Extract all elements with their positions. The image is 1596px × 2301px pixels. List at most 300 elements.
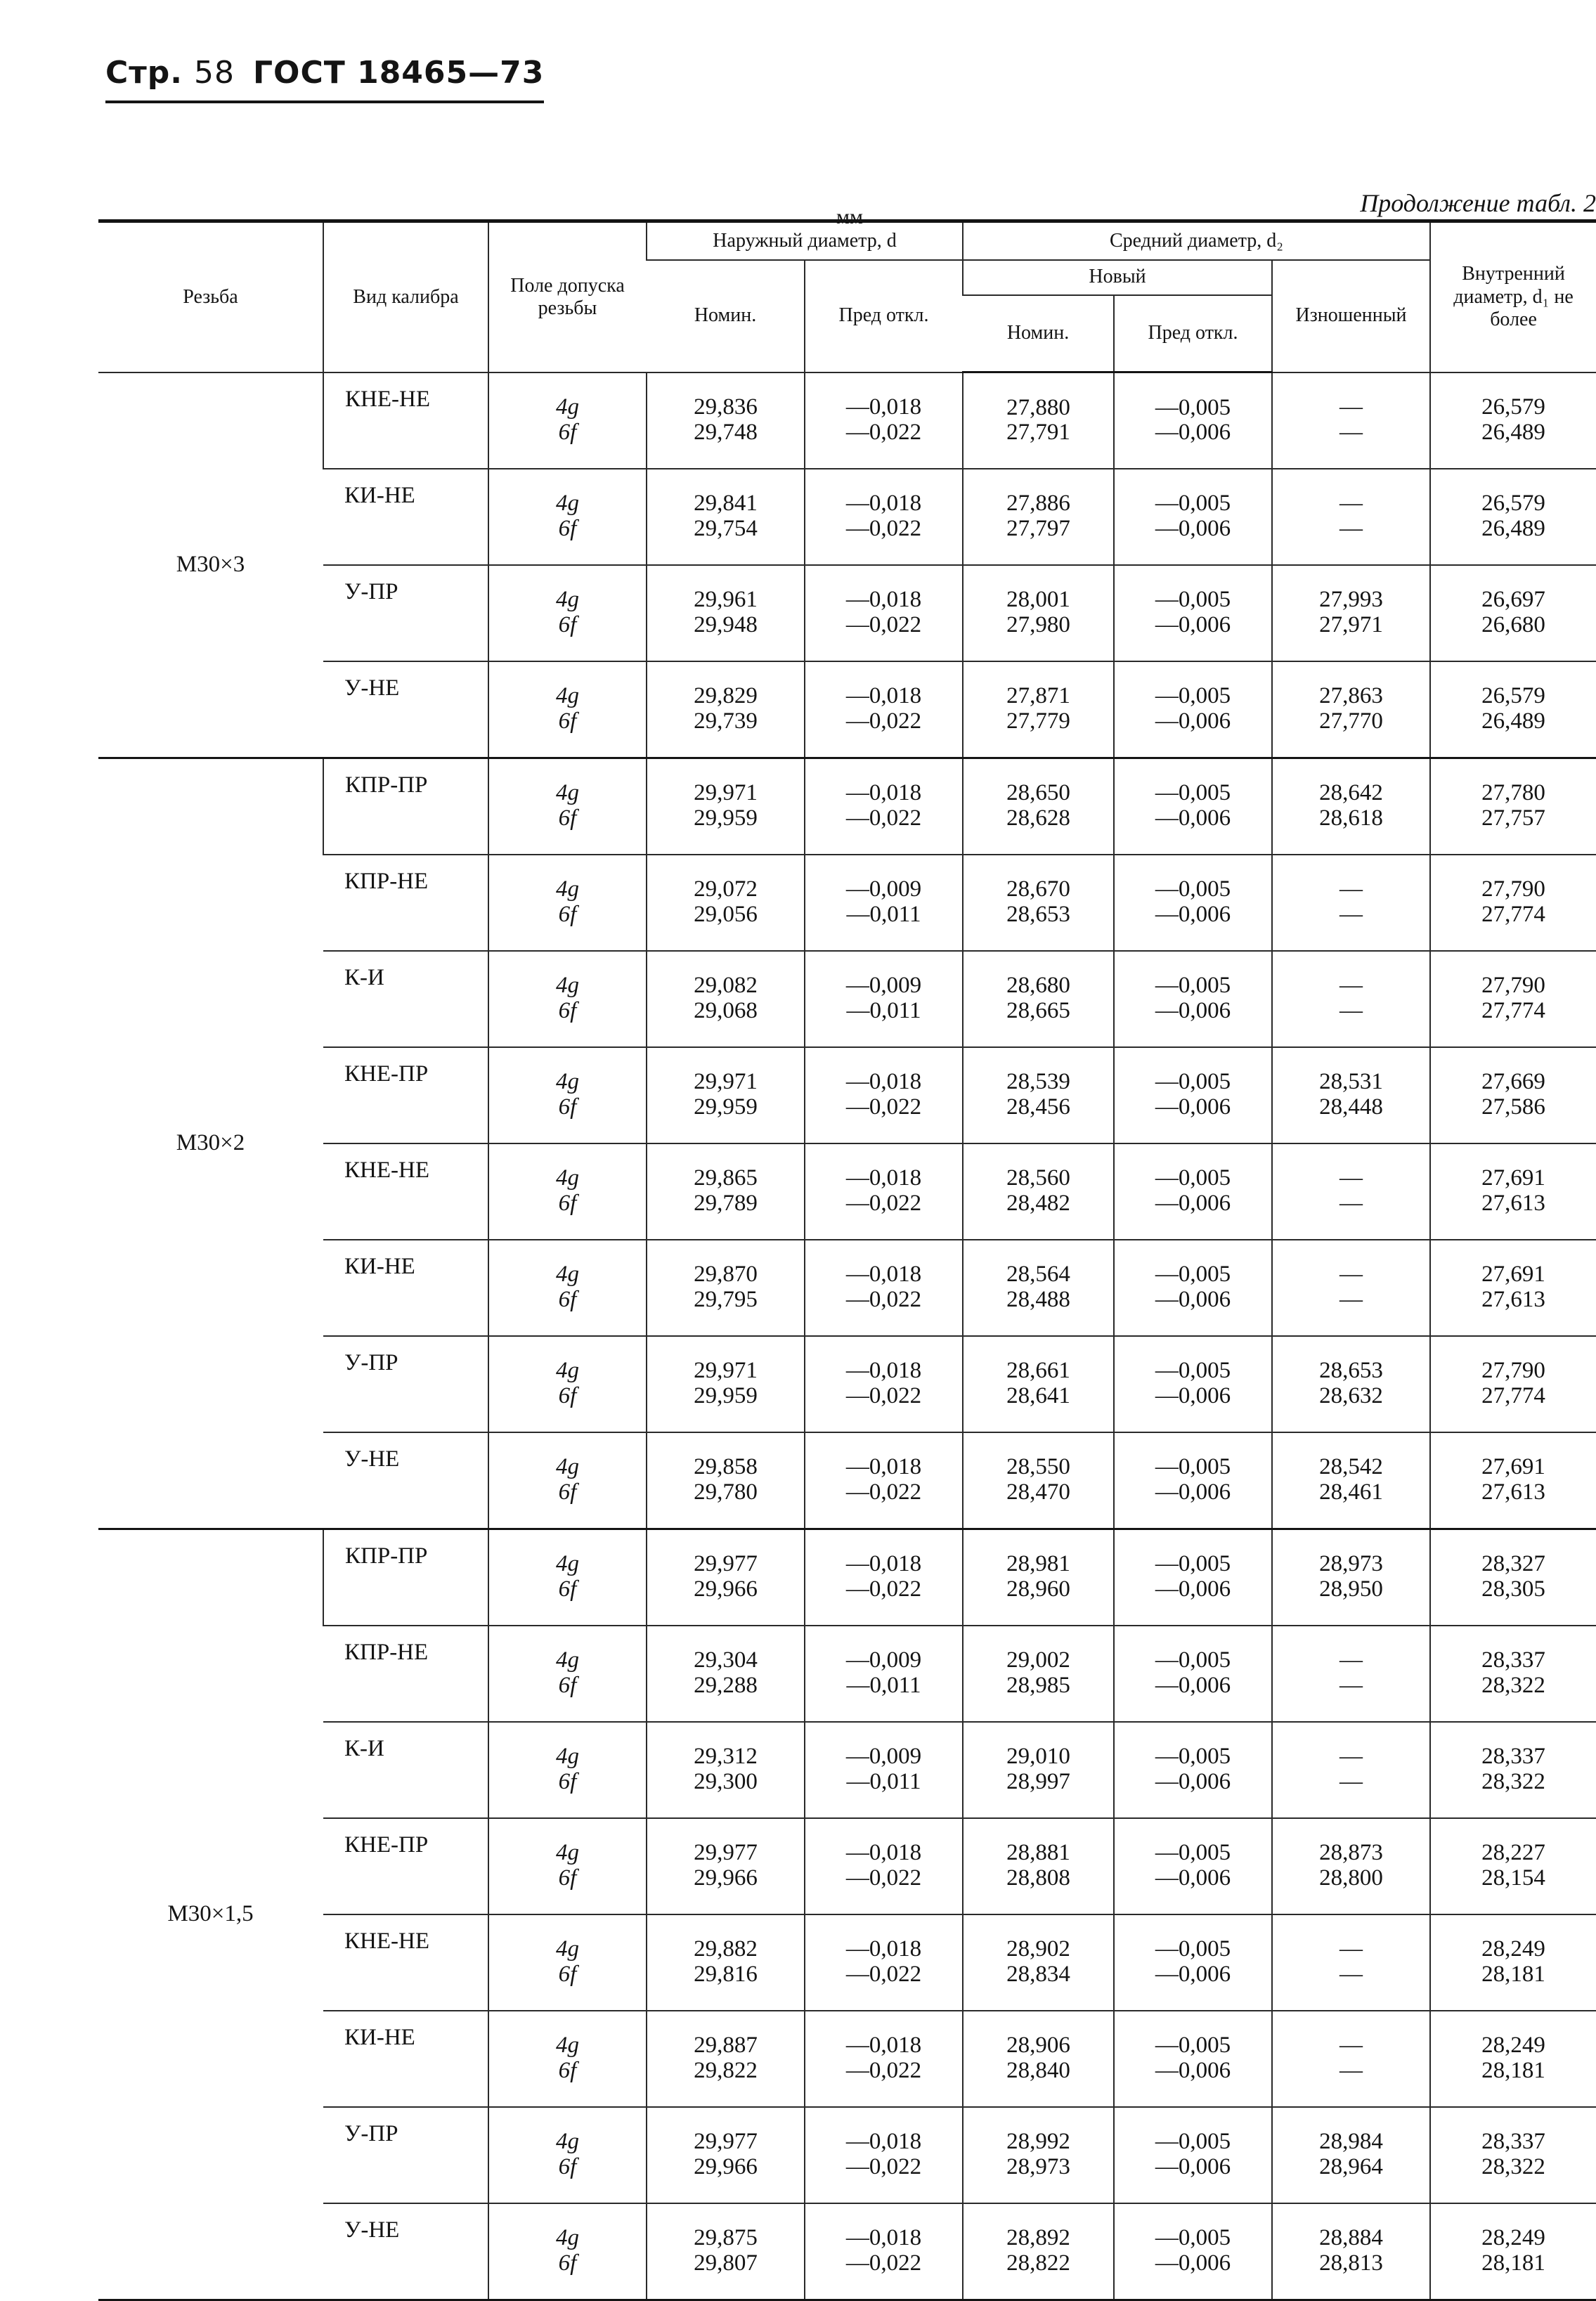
tolerance-field-cell-value: 6f	[558, 1962, 577, 1987]
outer-nominal-cell-value: 29,971	[694, 1069, 758, 1095]
outer-deviation-cell-value: —0,018	[845, 2129, 922, 2155]
outer-deviation-cell-value: —0,022	[845, 1479, 922, 1505]
mean-nominal-cell	[963, 1432, 1114, 1529]
outer-nominal-cell-value: 29,056	[694, 902, 758, 927]
mean-nominal-cell-value: 28,653	[1006, 902, 1070, 927]
inner-diameter-cell-value: 27,613	[1481, 1479, 1545, 1505]
mean-nominal-cell	[963, 2011, 1114, 2107]
mean-nominal-cell-value: 28,641	[1006, 1383, 1070, 1408]
mean-nominal-cell-value: 28,665	[1006, 998, 1070, 1023]
outer-nominal-cell-value: 29,959	[694, 1383, 758, 1408]
inner-diameter-cell-value: 27,790	[1481, 876, 1545, 902]
outer-nominal-cell-value: 29,961	[694, 587, 758, 613]
mean-deviation-cell-value: —0,006	[1155, 2058, 1231, 2083]
mean-deviation-cell-value: —0,005	[1155, 587, 1231, 613]
outer-deviation-cell	[805, 1432, 963, 1529]
inner-diameter-cell	[1430, 2203, 1596, 2300]
outer-nominal-cell-value: 29,822	[694, 2058, 758, 2083]
mean-deviation-cell-value: —0,006	[1155, 2154, 1231, 2179]
outer-deviation-cell	[805, 951, 963, 1047]
outer-nominal-cell-value: 29,966	[694, 2154, 758, 2179]
mean-deviation-cell	[1114, 1626, 1272, 1722]
worn-diameter-cell-value: 28,964	[1319, 2154, 1383, 2179]
mean-nominal-cell-value: 28,960	[1006, 1576, 1070, 1602]
table-row	[98, 372, 1596, 469]
outer-nominal-cell	[647, 565, 805, 661]
inner-diameter-cell-value: 26,489	[1481, 708, 1545, 734]
mean-nominal-cell-value: 28,650	[1006, 780, 1070, 806]
outer-deviation-cell	[805, 2203, 963, 2300]
outer-deviation-cell	[805, 1818, 963, 1914]
table-row	[98, 661, 1596, 758]
outer-deviation-cell-value: —0,018	[845, 1551, 922, 1577]
worn-diameter-cell	[1272, 951, 1430, 1047]
table-row	[98, 469, 1596, 565]
outer-deviation-cell-value: —0,018	[845, 2033, 922, 2059]
outer-deviation-cell	[805, 855, 963, 951]
inner-diameter-cell	[1430, 758, 1596, 855]
outer-nominal-cell	[647, 1432, 805, 1529]
mean-nominal-cell-value: 28,539	[1006, 1069, 1070, 1095]
gauge-type-cell: КНЕ-ПР	[344, 1832, 429, 1858]
tolerance-field-cell	[488, 1240, 647, 1336]
mean-nominal-cell-value: 28,892	[1006, 2225, 1070, 2251]
gauge-type-cell: У-НЕ	[344, 1446, 400, 1472]
mean-deviation-cell-value: —0,006	[1155, 420, 1231, 446]
worn-diameter-cell-value: —	[1339, 1287, 1363, 1312]
tolerance-field-cell-value: 6f	[558, 1383, 577, 1408]
table-continuation-note: Продолжение табл. 2	[1360, 189, 1596, 217]
outer-deviation-cell	[805, 2011, 963, 2107]
mean-deviation-cell	[1114, 1914, 1272, 2011]
worn-diameter-cell	[1272, 1722, 1430, 1818]
tolerance-field-cell-value: 4g	[556, 1551, 579, 1577]
worn-diameter-cell-value: 28,973	[1319, 1551, 1383, 1577]
table-row	[98, 1722, 1596, 1818]
mean-deviation-cell-value: —0,006	[1155, 1962, 1231, 1987]
mean-nominal-cell-value: 28,628	[1006, 805, 1070, 831]
mean-nominal-cell	[963, 1143, 1114, 1240]
tolerance-field-cell-value: 6f	[558, 1865, 577, 1891]
mean-deviation-cell-value: —0,005	[1155, 780, 1231, 806]
outer-deviation-cell	[805, 1143, 963, 1240]
inner-diameter-cell-value: 28,249	[1481, 2033, 1545, 2059]
mean-nominal-cell-value: 28,992	[1006, 2129, 1070, 2155]
outer-nominal-cell	[647, 951, 805, 1047]
outer-nominal-cell-value: 29,865	[694, 1165, 758, 1191]
outer-nominal-cell-value: 29,739	[694, 708, 758, 734]
outer-nominal-cell-value: 29,887	[694, 2033, 758, 2059]
mean-nominal-cell	[963, 565, 1114, 661]
mean-deviation-cell	[1114, 565, 1272, 661]
mean-deviation-cell-value: —0,006	[1155, 805, 1231, 831]
worn-diameter-cell-value: —	[1339, 491, 1363, 517]
worn-diameter-cell	[1272, 1626, 1430, 1722]
gauge-type-cell: У-ПР	[344, 578, 398, 604]
mean-nominal-cell-value: 27,791	[1006, 420, 1070, 446]
mean-deviation-cell-value: —0,005	[1155, 1744, 1231, 1770]
table-row	[98, 1047, 1596, 1143]
mean-nominal-cell-value: 28,661	[1006, 1358, 1070, 1384]
worn-diameter-cell-value: 27,770	[1319, 708, 1383, 734]
worn-diameter-cell	[1272, 469, 1430, 565]
inner-diameter-cell	[1430, 1336, 1596, 1432]
mean-deviation-cell	[1114, 2011, 1272, 2107]
mean-nominal-cell	[963, 1626, 1114, 1722]
inner-diameter-cell	[1430, 1722, 1596, 1818]
table-row	[98, 565, 1596, 661]
tolerance-field-cell-value: 6f	[558, 1191, 577, 1216]
tolerance-field-cell	[488, 2011, 647, 2107]
col-mean-diameter: Средний диаметр, d₂	[963, 221, 1430, 260]
tolerance-field-cell-value: 6f	[558, 2058, 577, 2083]
outer-nominal-cell-value: 29,795	[694, 1287, 758, 1312]
gauge-type-cell: К-И	[344, 964, 384, 990]
worn-diameter-cell-value: 28,984	[1319, 2129, 1383, 2155]
tolerance-field-cell	[488, 372, 647, 469]
inner-diameter-cell	[1430, 855, 1596, 951]
outer-nominal-cell	[647, 1529, 805, 1626]
inner-diameter-cell	[1430, 951, 1596, 1047]
tolerance-field-cell-value: 4g	[556, 394, 579, 420]
inner-diameter-cell	[1430, 1529, 1596, 1626]
outer-nominal-cell	[647, 855, 805, 951]
worn-diameter-cell-value: —	[1339, 1191, 1363, 1216]
outer-nominal-cell-value: 29,966	[694, 1865, 758, 1891]
outer-nominal-cell	[647, 1240, 805, 1336]
outer-nominal-cell-value: 29,789	[694, 1191, 758, 1216]
gauge-type-cell: КПР-ПР	[323, 758, 488, 855]
inner-diameter-cell-value: 26,579	[1481, 491, 1545, 517]
inner-diameter-cell-value: 28,337	[1481, 1744, 1545, 1770]
outer-nominal-cell-value: 29,748	[694, 420, 758, 445]
tolerance-field-cell-value: 6f	[558, 1769, 577, 1794]
thread-cell: M30×1,5	[98, 1529, 323, 2300]
outer-deviation-cell	[805, 1914, 963, 2011]
table-row	[98, 1143, 1596, 1240]
outer-nominal-cell-value: 29,875	[694, 2225, 758, 2251]
outer-deviation-cell	[805, 1240, 963, 1336]
outer-deviation-cell-value: —0,022	[845, 708, 922, 734]
gauge-type-cell: КНЕ-ПР	[344, 1061, 429, 1087]
worn-diameter-cell	[1272, 2203, 1430, 2300]
worn-diameter-cell-value: —	[1339, 1647, 1363, 1673]
worn-diameter-cell-value: 28,642	[1319, 780, 1383, 806]
mean-deviation-cell	[1114, 469, 1272, 565]
inner-diameter-cell	[1430, 1143, 1596, 1240]
worn-diameter-cell-value: —	[1339, 1165, 1363, 1191]
worn-diameter-cell-value: 28,542	[1319, 1454, 1383, 1480]
tolerance-field-cell-value: 4g	[556, 1936, 579, 1962]
outer-deviation-cell	[805, 469, 963, 565]
inner-diameter-cell-value: 27,790	[1481, 973, 1545, 999]
gauge-type-cell: КПР-НЕ	[344, 1639, 429, 1665]
mean-deviation-cell-value: —0,005	[1155, 1454, 1231, 1480]
worn-diameter-cell-value: —	[1339, 394, 1363, 420]
inner-diameter-cell-value: 26,579	[1481, 683, 1545, 709]
mean-deviation-cell-value: —0,005	[1155, 876, 1231, 902]
inner-diameter-cell	[1430, 2107, 1596, 2203]
outer-nominal-cell-value: 29,971	[694, 780, 758, 806]
worn-diameter-cell-value: —	[1339, 1936, 1363, 1962]
worn-diameter-cell	[1272, 855, 1430, 951]
outer-nominal-cell-value: 29,977	[694, 1551, 758, 1577]
worn-diameter-cell	[1272, 1336, 1430, 1432]
inner-diameter-cell-value: 28,322	[1481, 1673, 1545, 1698]
gauge-type-cell: КИ-НЕ	[344, 1253, 415, 1279]
table-row	[98, 1432, 1596, 1529]
outer-nominal-cell-value: 29,807	[694, 2250, 758, 2276]
outer-nominal-cell-value: 29,300	[694, 1769, 758, 1794]
mean-nominal-cell-value: 27,980	[1006, 612, 1070, 637]
worn-diameter-cell-value: 28,531	[1319, 1069, 1383, 1095]
inner-diameter-cell-value: 27,586	[1481, 1094, 1545, 1120]
tolerance-field-cell-value: 4g	[556, 1744, 579, 1770]
mean-deviation-cell-value: —0,006	[1155, 1383, 1231, 1408]
mean-deviation-cell-value: —0,006	[1155, 612, 1231, 637]
table-row	[98, 2203, 1596, 2300]
mean-nominal-cell	[963, 1336, 1114, 1432]
outer-nominal-cell-value: 29,068	[694, 998, 758, 1023]
worn-diameter-cell	[1272, 2011, 1430, 2107]
mean-deviation-cell	[1114, 372, 1272, 469]
mean-deviation-cell	[1114, 661, 1272, 758]
outer-deviation-cell-value: —0,018	[845, 394, 922, 420]
outer-nominal-cell-value: 29,754	[694, 516, 758, 541]
tolerance-field-cell-value: 4g	[556, 1647, 579, 1673]
inner-diameter-cell-value: 26,697	[1481, 587, 1545, 613]
outer-nominal-cell	[647, 1336, 805, 1432]
tolerance-field-cell	[488, 1722, 647, 1818]
inner-diameter-cell	[1430, 1047, 1596, 1143]
table-row	[98, 1529, 1596, 1626]
outer-deviation-cell-value: —0,022	[845, 1576, 922, 1602]
units-label: мм	[836, 205, 863, 228]
tolerance-field-cell	[488, 2203, 647, 2300]
outer-deviation-cell-value: —0,018	[845, 1262, 922, 1288]
tolerance-field-cell-value: 4g	[556, 780, 579, 806]
mean-deviation-cell-value: —0,006	[1155, 2250, 1231, 2276]
table-row	[98, 1626, 1596, 1722]
tolerance-field-cell-value: 6f	[558, 1673, 577, 1698]
mean-deviation-cell	[1114, 1047, 1272, 1143]
worn-diameter-cell-value: 28,448	[1319, 1094, 1383, 1120]
col-mean-deviation: Пред откл.	[1114, 295, 1272, 372]
inner-diameter-cell-value: 27,774	[1481, 902, 1545, 927]
mean-nominal-cell	[963, 1818, 1114, 1914]
tolerance-field-cell	[488, 469, 647, 565]
inner-diameter-cell	[1430, 2011, 1596, 2107]
mean-nominal-cell-value: 27,797	[1006, 516, 1070, 541]
outer-nominal-cell-value: 29,312	[694, 1744, 758, 1770]
outer-nominal-cell	[647, 661, 805, 758]
mean-deviation-cell	[1114, 1432, 1272, 1529]
outer-deviation-cell-value: —0,022	[845, 1094, 922, 1120]
outer-deviation-cell	[805, 758, 963, 855]
outer-nominal-cell	[647, 372, 805, 469]
inner-diameter-cell	[1430, 469, 1596, 565]
tolerance-field-cell-value: 4g	[556, 1262, 579, 1288]
inner-diameter-cell-value: 26,489	[1481, 516, 1545, 541]
mean-deviation-cell-value: —0,006	[1155, 1865, 1231, 1891]
col-tolerance-field: Поле допуска резьбы	[488, 221, 647, 372]
inner-diameter-cell-value: 27,774	[1481, 1383, 1545, 1408]
mean-deviation-cell	[1114, 2203, 1272, 2300]
gauge-type-cell: К-И	[344, 1735, 384, 1761]
outer-deviation-cell-value: —0,018	[845, 2225, 922, 2251]
outer-deviation-cell-value: —0,018	[845, 1069, 922, 1095]
outer-deviation-cell-value: —0,009	[845, 876, 922, 902]
outer-deviation-cell	[805, 565, 963, 661]
gauge-type-cell: КНЕ-НЕ	[344, 1157, 429, 1183]
worn-diameter-cell-value: —	[1339, 1744, 1363, 1770]
outer-nominal-cell	[647, 2203, 805, 2300]
inner-diameter-cell-value: 28,322	[1481, 1769, 1545, 1794]
worn-diameter-cell	[1272, 372, 1430, 469]
outer-deviation-cell-value: —0,022	[845, 2154, 922, 2179]
tolerance-field-cell-value: 4g	[556, 973, 579, 999]
tolerance-field-cell-value: 6f	[558, 1576, 577, 1602]
outer-nominal-cell-value: 29,304	[694, 1647, 758, 1673]
mean-nominal-cell-value: 27,880	[1006, 394, 1070, 420]
tolerance-field-cell	[488, 1432, 647, 1529]
col-mean-new: Новый	[963, 260, 1272, 295]
standard-code: ГОСТ 18465—73	[253, 55, 545, 91]
tolerance-field-cell-value: 6f	[558, 516, 577, 541]
mean-deviation-cell-value: —0,005	[1155, 491, 1231, 517]
inner-diameter-cell	[1430, 565, 1596, 661]
mean-nominal-cell-value: 28,808	[1006, 1865, 1070, 1891]
mean-nominal-cell	[963, 2203, 1114, 2300]
tolerance-field-cell-value: 4g	[556, 587, 579, 613]
tolerance-field-cell-value: 6f	[558, 1094, 577, 1120]
tolerance-field-cell-value: 6f	[558, 1287, 577, 1312]
tolerance-field-cell-value: 4g	[556, 683, 579, 709]
gauge-type-cell: КИ-НЕ	[344, 482, 415, 508]
tolerance-field-cell	[488, 1336, 647, 1432]
gauge-type-cell: У-НЕ	[344, 675, 400, 701]
mean-deviation-cell-value: —0,006	[1155, 1287, 1231, 1312]
mean-deviation-cell	[1114, 1240, 1272, 1336]
outer-deviation-cell-value: —0,009	[845, 1647, 922, 1673]
col-mean-nominal: Номин.	[963, 295, 1114, 372]
mean-deviation-cell-value: —0,006	[1155, 1769, 1231, 1794]
worn-diameter-cell-value: 27,863	[1319, 683, 1383, 709]
table-row	[98, 951, 1596, 1047]
outer-deviation-cell-value: —0,018	[845, 683, 922, 709]
inner-diameter-cell-value: 27,691	[1481, 1165, 1545, 1191]
outer-nominal-cell-value: 29,816	[694, 1962, 758, 1987]
worn-diameter-cell-value: —	[1339, 420, 1363, 445]
tolerance-field-cell-value: 6f	[558, 612, 577, 637]
outer-nominal-cell	[647, 469, 805, 565]
tolerance-field-cell-value: 4g	[556, 2033, 579, 2059]
outer-deviation-cell-value: —0,022	[845, 2058, 922, 2083]
gauge-type-cell: КНЕ-НЕ	[344, 1928, 429, 1954]
worn-diameter-cell-value: —	[1339, 516, 1363, 541]
mean-deviation-cell-value: —0,006	[1155, 1673, 1231, 1698]
outer-deviation-cell	[805, 1626, 963, 1722]
tolerance-field-cell-value: 4g	[556, 876, 579, 902]
outer-deviation-cell-value: —0,018	[845, 1454, 922, 1480]
mean-nominal-cell-value: 28,822	[1006, 2250, 1070, 2276]
worn-diameter-cell	[1272, 1818, 1430, 1914]
col-gauge-type: Вид калибра	[323, 221, 488, 372]
worn-diameter-cell-value: 27,993	[1319, 587, 1383, 613]
mean-deviation-cell-value: —0,005	[1155, 1840, 1231, 1866]
inner-diameter-cell-value: 28,181	[1481, 2250, 1545, 2276]
outer-nominal-cell	[647, 2107, 805, 2203]
inner-diameter-cell	[1430, 661, 1596, 758]
col-outer-deviation: Пред откл.	[805, 260, 963, 372]
inner-diameter-cell-value: 28,305	[1481, 1576, 1545, 1602]
outer-deviation-cell-value: —0,011	[846, 902, 921, 927]
worn-diameter-cell-value: —	[1339, 902, 1363, 927]
mean-deviation-cell-value: —0,006	[1155, 516, 1231, 541]
tolerance-field-cell-value: 4g	[556, 2225, 579, 2251]
outer-deviation-cell	[805, 372, 963, 469]
worn-diameter-cell-value: —	[1339, 2058, 1363, 2083]
outer-deviation-cell-value: —0,018	[845, 1936, 922, 1962]
gauge-type-cell: У-ПР	[344, 2120, 398, 2146]
mean-deviation-cell	[1114, 1336, 1272, 1432]
page-number: 58	[194, 55, 235, 91]
thread-cell: M30×3	[98, 372, 323, 758]
mean-nominal-cell	[963, 855, 1114, 951]
inner-diameter-cell-value: 27,613	[1481, 1191, 1545, 1216]
worn-diameter-cell	[1272, 1529, 1430, 1626]
tolerance-field-cell	[488, 1529, 647, 1626]
outer-nominal-cell-value: 29,836	[694, 394, 758, 420]
inner-diameter-cell-value: 27,691	[1481, 1262, 1545, 1288]
tolerance-field-cell	[488, 1914, 647, 2011]
mean-deviation-cell-value: —0,005	[1155, 2129, 1231, 2155]
worn-diameter-cell-value: —	[1339, 2033, 1363, 2059]
mean-deviation-cell-value: —0,006	[1155, 1094, 1231, 1120]
outer-deviation-cell	[805, 2107, 963, 2203]
col-mean-worn: Изношенный	[1272, 260, 1430, 372]
mean-nominal-cell-value: 29,002	[1006, 1647, 1070, 1673]
worn-diameter-cell	[1272, 1432, 1430, 1529]
gauge-type-cell: КИ-НЕ	[344, 2024, 415, 2050]
mean-deviation-cell	[1114, 1818, 1272, 1914]
inner-diameter-cell	[1430, 1914, 1596, 2011]
tolerance-field-cell	[488, 2107, 647, 2203]
inner-diameter-cell-value: 26,680	[1481, 612, 1545, 637]
mean-deviation-cell-value: —0,005	[1155, 1165, 1231, 1191]
inner-diameter-cell-value: 28,249	[1481, 2225, 1545, 2251]
tolerance-field-cell	[488, 758, 647, 855]
mean-nominal-cell-value: 27,779	[1006, 708, 1070, 734]
inner-diameter-cell	[1430, 1240, 1596, 1336]
mean-nominal-cell-value: 28,470	[1006, 1479, 1070, 1505]
tolerance-field-cell-value: 4g	[556, 1840, 579, 1866]
inner-diameter-cell-value: 28,322	[1481, 2154, 1545, 2179]
tolerance-field-cell	[488, 1143, 647, 1240]
mean-deviation-cell-value: —0,006	[1155, 1479, 1231, 1505]
table-row	[98, 1914, 1596, 2011]
tolerance-field-cell	[488, 1626, 647, 1722]
tolerance-field-cell-value: 4g	[556, 491, 579, 517]
table-row	[98, 1336, 1596, 1432]
mean-deviation-cell-value: —0,005	[1155, 973, 1231, 999]
outer-deviation-cell-value: —0,022	[845, 2250, 922, 2276]
outer-deviation-cell-value: —0,011	[846, 1769, 921, 1794]
mean-deviation-cell-value: —0,006	[1155, 902, 1231, 927]
outer-nominal-cell	[647, 1914, 805, 2011]
mean-deviation-cell-value: —0,006	[1155, 1576, 1231, 1602]
mean-nominal-cell-value: 28,482	[1006, 1191, 1070, 1216]
